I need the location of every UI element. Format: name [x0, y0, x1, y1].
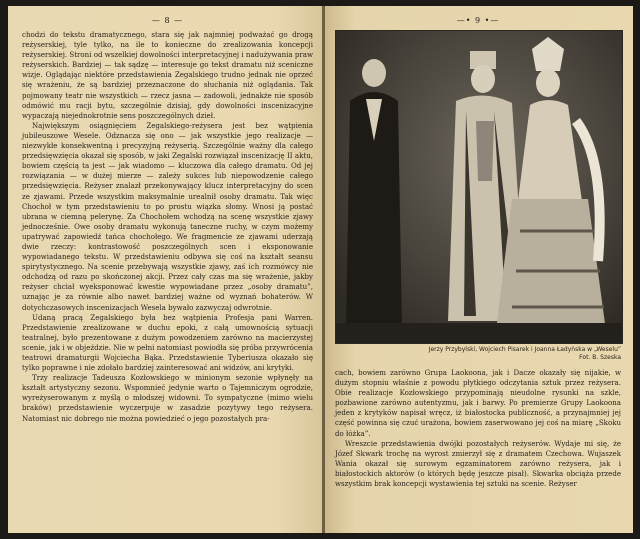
right-page	[325, 6, 633, 533]
photo-caption	[335, 346, 621, 362]
theatre-photo	[335, 30, 623, 344]
ornament-icon: —•	[456, 16, 472, 25]
photo-illustration	[336, 31, 622, 343]
left-page-text	[22, 30, 313, 424]
paragraph: Trzy realizacje Tadeusza Kozłowskiego w minionym sezonie wpłynęły na kształt artystyczny sezonu. Wspomnieć jedynie warto o Tajemniczym ogrodzie, wyreżyserowanym z myślą o młodszej widowni. To sympatyczne (mimo wielu braków) przedstawienie wyczerpuje w zasadzie pozytywy tego reżysera. Natomiast nic dobrego nie można powiedzieć o jego pozostałych pra-	[22, 373, 313, 423]
paragraph: cach, bowiem zarówno Grupa Laokoona, jak i Dacze okazały się nijakie, w dużym stopniu właśnie z powodu płytkiego odczytania sztuk przez reżysera. Obie realizacje Kozłowskiego przypominają nieudolne rysunki na szkle, pozbawione zarówno autentyzmu, jak i barwy. Po premierze Grupy Laokoona jeden z krytyków napisał wręcz, iż białostocka publiczność, a przynajmniej jej część powinna się czuć urażona, bowiem zaserwowano jej coś na miarę „Skoku do łóżka”.	[335, 368, 621, 438]
paragraph: Wreszcie przedstawienia dwójki pozostałych reżyserów. Wydaje mi się, że Józef Skwark trochę na wyrost zmierzył się z dramatem Czechowa. Wujaszek Wania okazał się surowym egzaminatorem zarówno reżysera, jak i białostockich aktorów (o których będę jeszcze pisał). Skwarka obciąża przede wszystkim brak koncepcji wystawienia tej sztuki na scenie. Reżyser	[335, 438, 621, 489]
page-number-right: —• 9 •—	[335, 14, 621, 28]
caption-credit: Fot. B. Szeska	[579, 354, 621, 361]
paragraph: chodzi do tekstu dramatycznego, stara się jak najmniej podważać go drogą reżyserskiej, tyle tylko, na ile to konieczne do zrealizowania koncepcji reżyserskiej. Stroni od wszelkiej dowolności interpretacyjnej i nadużywania praw reżyserskich. Bardziej — tak sądzę — interesuje go tekst dramatu niż sceniczne wizje. Oglądając niektóre przedstawienia Zegalskiego trudno jednak nie oprzeć się wrażeniu, że są bardziej przeznaczone do słuchania niż oglądania. Tak pojmowany teatr nie wszystkich — rzecz jasna — zadowoli, jednakże nie sposób odmówić mu racji bytu, szczególnie dzisiaj, gdy dowolności inscenizacyjne wypaczają niejednokrotnie sens poszczególnych dzieł.	[22, 30, 313, 120]
caption-line: Jerzy Przybylski, Wojciech Pisarek i Joanna Ładyńska w „Weselu”	[428, 346, 621, 353]
right-page-text	[335, 368, 621, 489]
figure-man-suit	[346, 59, 402, 331]
paragraph: Największym osiągnięciem Zegalskiego-reżysera jest bez wątpienia jubileuszowe Wesele. Odznacza się ono — jak wszystkie jego realizacje — niezwykłe konsekwentną i precyzyjną reżyserią. Szczególnie ważny dla całego przedsięwzięcia okazał się sposób, w jaki Zegalski rozwiązał inscenizację II aktu, bowiem częścią ta jest — jak wiadomo — kluczowa dla całego dramatu. Od jej rozwiązania — w dużej mierze — zależy sukces lub niepowodzenie całego przedsięwzięcia. Reżyser znalazł przekonywający klucz interpretacyjny do scen ze zjawami. Przede wszystkim maksymalnie urealnił osoby dramatu. Tak więc Chochoł w tym przedstawieniu to po prostu wiązka słomy. Wnosi ją postać ubrana w ciemną pelerynę. Za Chochołem wchodzą na scenę wszystkie zjawy jednocześnie. Owe osoby dramatu wykonują taneczne ruchy, w czym możemy upatrywać zapowiedź tańca chochołego. We fragmencie ze zjawami uderzają dwie rzeczy: kontrastowość poszczególnych scen i eksponowanie wypowiadanego tekstu. W przedstawieniu odbywa się coś na kształt seansu spirytystycznego. Na scenie przebywają wszystkie zjawy, zaś ich rozmówcy nie odchodzą od razu po skończonej akcji. Przez cały czas ma się wrażenie, jakby reżyser chciał wyeksponować kwestie wypowiadane przez „osoby dramatu”, uznając je za równie albo nawet bardziej ważne od wyznań bohaterów. W dotychczasowych inscenizacjach Wesela bywało zazwyczaj odwrotnie.	[22, 120, 313, 312]
left-page	[8, 6, 323, 533]
ornament-icon: •—	[484, 16, 500, 25]
page-number-left: — 8 —	[151, 16, 184, 25]
paragraph: Udaną pracą Zegalskiego była bez wątpienia Profesja pani Warren. Przedstawienie zrealizowane w duchu epoki, z całą umownością sytuacji teatralnej, było prezentowane z dużym powodzeniem zarówno na macierzystej scenie, jak i w objeździe. Nie w pełni natomiast powiodła się próba przywrócenia teatrowi dramaturgii Wojciecha Bąka. Przedstawienie Tyberiusza okazało się tylko poprawne i nie zdołało bardziej zainteresować ani widzów, ani krytyki.	[22, 312, 313, 373]
